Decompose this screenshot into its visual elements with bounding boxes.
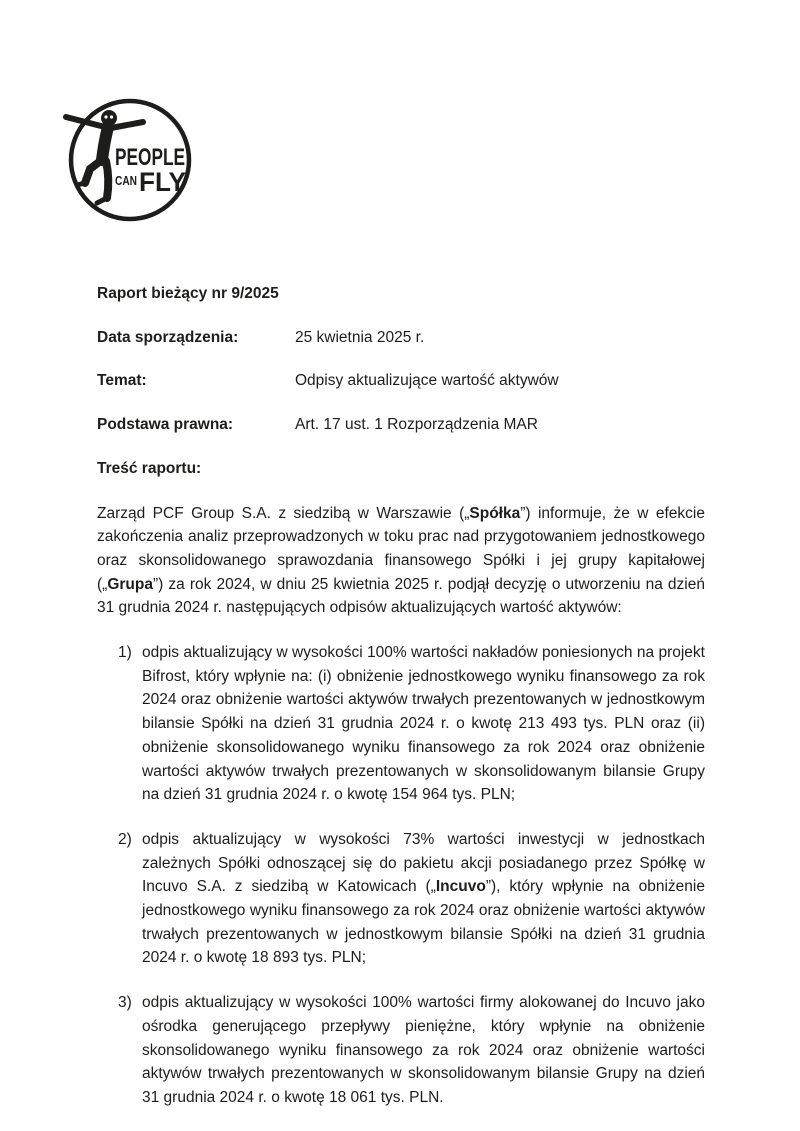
meta-label-subject: Temat: [97,372,147,390]
logo-word-can: CAN [115,174,137,188]
list-item-3 [97,991,705,1110]
list-item-1-text: odpis aktualizujący w wysokości 100% wartości nakładów poniesionych na projekt Bifrost, który wpłynie na: (i) obniżenie jednostkowego wyniku finansowego za rok 2024 oraz obniżenie wartości aktywów trwałych prezentowanych w jednostkowym bilansie Spółki na dzień 31 grudnia 2024 r. o kwotę 213 493 tys. PLN oraz (ii) obniżenie skonsolidowanego wyniku finansowego za rok 2024 oraz obniżenie wartości aktywów trwałych prezentowanych w skonsolidowanym bilansie Grupy na dzień 31 grudnia 2024 r. o kwotę 154 964 tys. PLN; [142,644,705,804]
meta-row-date [97,326,705,350]
list-item-1-number: 1) [118,644,132,662]
list-item-2-number: 2) [118,830,132,848]
report-title: Raport bieżący nr 9/2025 [97,285,279,302]
report-body-heading: Treść raportu: [97,459,202,477]
list-item-1 [97,641,705,807]
meta-row-legal-basis [97,413,705,437]
logo-word-fly: FLY [139,167,186,197]
meta-value-subject: Odpisy aktualizujące wartość aktywów [295,372,559,390]
logo-word-people: PEOPLE [115,144,185,171]
meta-label-legal-basis: Podstawa prawna: [97,416,234,434]
people-can-fly-logo-graphic [63,93,203,233]
meta-value-legal-basis: Art. 17 ust. 1 Rozporządzenia MAR [295,416,538,434]
people-can-fly-logo [63,93,203,233]
list-item-3-text: odpis aktualizujący w wysokości 100% wartości firmy alokowanej do Incuvo jako ośrodka generującego przepływy pieniężne, który wpłynie na obniżenie skonsolidowanego wyniku finansowego za rok 2024 oraz obniżenie wartości aktywów trwałych prezentowanych w skonsolidowanym bilansie Grupy na dzień 31 grudnia 2024 r. o kwotę 18 061 tys. PLN. [142,994,705,1106]
logo-wordmark [115,144,186,197]
list-item-2-text: odpis aktualizujący w wysokości 73% wartości inwestycji w jednostkach zależnych Spółki odnoszącej się do pakietu akcji posiadanego przez Spółkę w Incuvo S.A. z siedzibą w Katowicach („Incuvo”), który wpłynie na obniżenie jednostkowego wyniku finansowego za rok 2024 oraz obniżenie wartości aktywów trwałych prezentowanych w jednostkowym bilansie Spółki na dzień 31 grudnia 2024 r. o kwotę 18 893 tys. PLN; [142,830,705,967]
meta-label-date: Data sporządzenia: [97,328,239,346]
meta-row-subject [97,369,705,393]
list-item-3-number: 3) [118,994,132,1012]
report-content [97,282,705,1110]
intro-paragraph: Zarząd PCF Group S.A. z siedzibą w Warszawie („Spółka”) informuje, że w efekcie zakończenia analiz przeprowadzonych w toku prac nad przygotowaniem jednostkowego oraz skonsolidowanego sprawozdania finansowego Spółki i jej grupy kapitałowej („Grupa”) za rok 2024, w dniu 25 kwietnia 2025 r. podjął decyzję o utworzeniu na dzień 31 grudnia 2024 r. następujących odpisów aktualizujących wartość aktywów: [97,504,705,617]
list-item-2 [97,828,705,970]
meta-value-date: 25 kwietnia 2025 r. [295,328,425,346]
